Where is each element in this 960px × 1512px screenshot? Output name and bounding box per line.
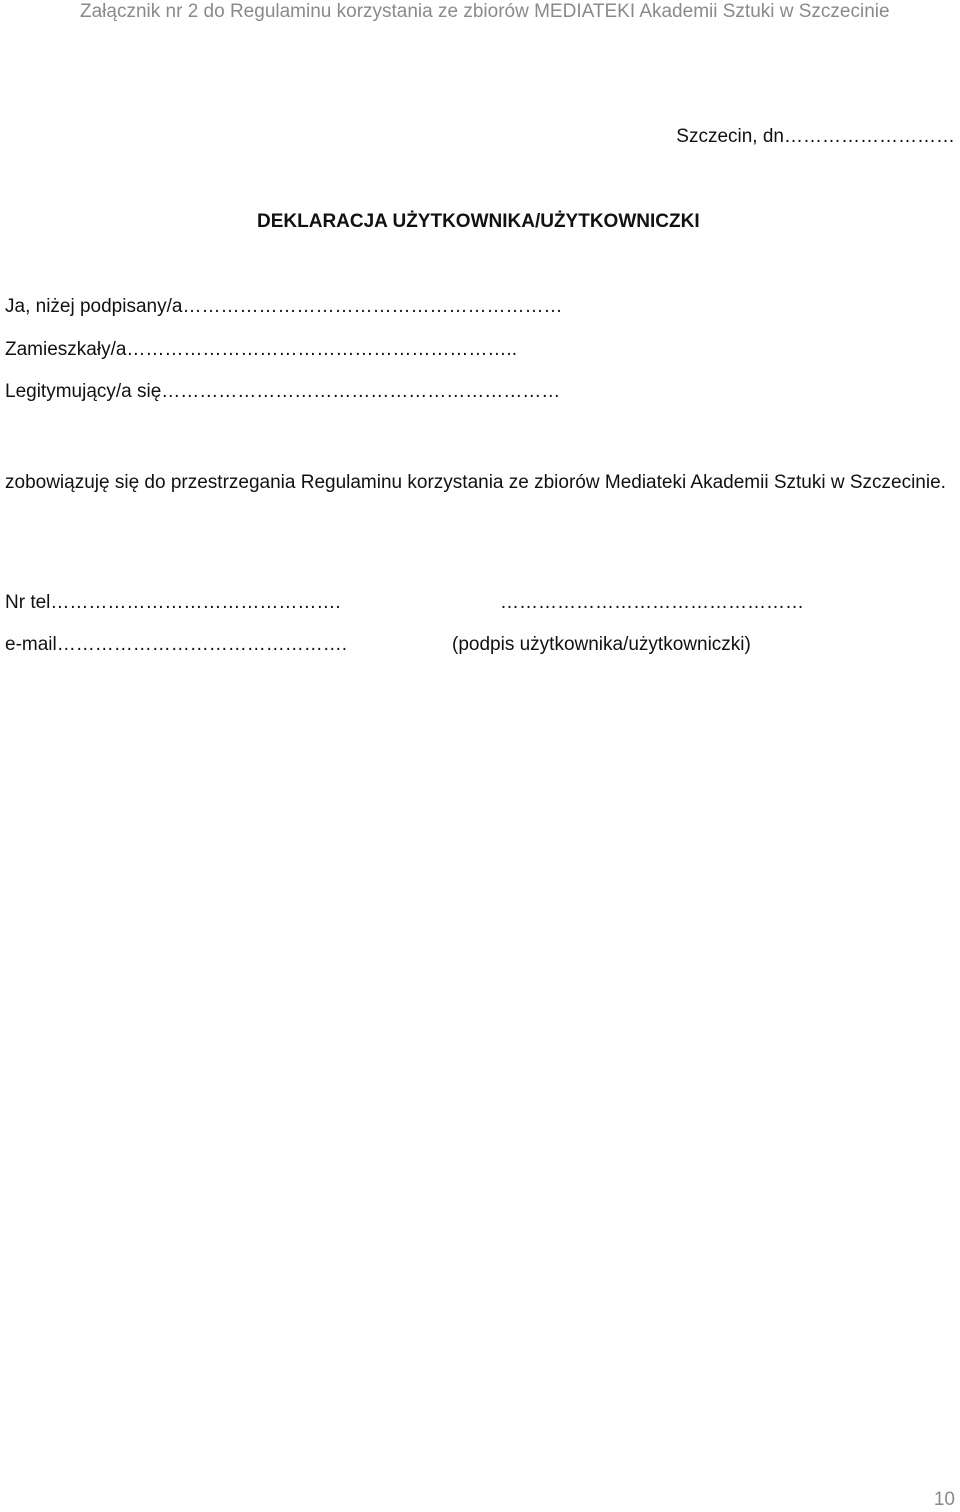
id-document-line: Legitymujący/a się……………………………………………………… [5,381,561,402]
signature-line: ………………………………………… [500,592,804,613]
signed-name-line: Ja, niżej podpisany/a…………………………………………………… [5,296,563,317]
signature-caption: (podpis użytkownika/użytkowniczki) [452,634,751,655]
email-line: e-mail………………………………………. [5,634,348,655]
place-date-line: Szczecin, dn……………………… [676,126,955,147]
page-number: 10 [933,1489,955,1510]
phone-line: Nr tel………………………………………. [5,592,341,613]
declaration-paragraph: zobowiązuję się do przestrzegania Regulaminu korzystania ze zbiorów Mediateki Akademii Sztuki w Szczecinie. [5,472,946,493]
address-line: Zamieszkały/a…………………………………………………….. [5,339,517,360]
page-header: Załącznik nr 2 do Regulaminu korzystania ze zbiorów MEDIATEKI Akademii Sztuki w Szczecinie [80,1,890,22]
document-title: DEKLARACJA UŻYTKOWNIKA/UŻYTKOWNICZKI [257,211,700,232]
